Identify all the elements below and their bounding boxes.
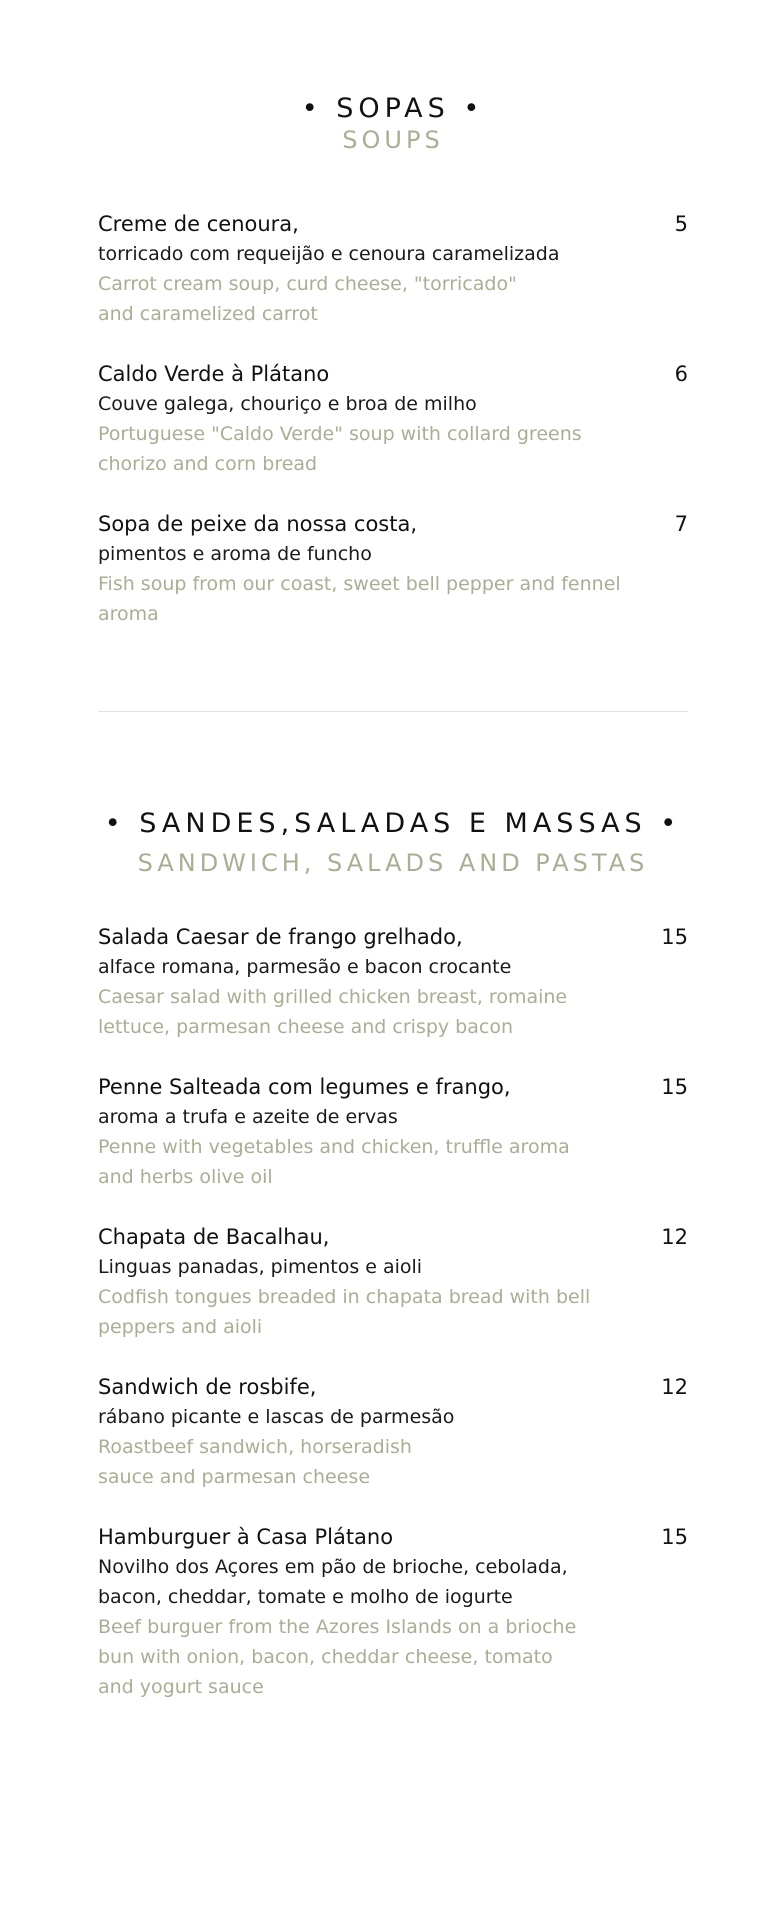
soups-header [98, 93, 688, 155]
item-description-pt: alface romana, parmesão e bacon crocante [98, 956, 512, 978]
item-description-pt: aroma a trufa e azeite de ervas [98, 1106, 398, 1128]
item-description-pt: rábano picante e lascas de parmesão [98, 1406, 455, 1428]
menu-item [98, 1522, 688, 1702]
sandwiches-subtitle: SANDWICH, SALADS AND PASTAS [137, 849, 649, 877]
section-divider [98, 711, 688, 712]
item-price: 6 [674, 362, 688, 386]
item-description-en: Codfish tongues breaded in chapata bread with bell peppers and aioli [98, 1286, 591, 1338]
item-description-pt: Couve galega, chouriço e broa de milho [98, 393, 477, 415]
sandwiches-header [98, 808, 688, 878]
item-name: Creme de cenoura, [98, 212, 299, 236]
item-name: Caldo Verde à Plátano [98, 362, 330, 386]
item-description-pt: Linguas panadas, pimentos e aioli [98, 1256, 423, 1278]
item-price: 12 [661, 1375, 688, 1399]
item-description-pt: Novilho dos Açores em pão de brioche, cebolada, bacon, cheddar, tomate e molho de iogurte [98, 1556, 568, 1608]
menu-item [98, 1222, 688, 1342]
item-description-en: Beef burguer from the Azores Islands on a brioche bun with onion, bacon, cheddar cheese, tomato and yogurt sauce [98, 1616, 577, 1698]
item-description-en: Caesar salad with grilled chicken breast, romaine lettuce, parmesan cheese and crispy bacon [98, 986, 568, 1038]
item-description-en: Fish soup from our coast, sweet bell pepper and fennel aroma [98, 573, 621, 625]
item-price: 12 [661, 1225, 688, 1249]
item-name: Salada Caesar de frango grelhado, [98, 925, 463, 949]
item-name: Chapata de Bacalhau, [98, 1225, 330, 1249]
item-price: 5 [674, 212, 688, 236]
menu-item [98, 1372, 688, 1492]
soups-title: • SOPAS • [301, 93, 485, 124]
soups-subtitle: SOUPS [342, 126, 444, 154]
menu-item [98, 1072, 688, 1192]
item-price: 15 [661, 925, 688, 949]
item-description-pt: torricado com requeijão e cenoura caramelizada [98, 243, 560, 265]
item-price: 7 [674, 512, 688, 536]
item-description-en: Roastbeef sandwich, horseradish sauce and parmesan cheese [98, 1436, 412, 1488]
item-name: Penne Salteada com legumes e frango, [98, 1075, 511, 1099]
item-name: Sandwich de rosbife, [98, 1375, 317, 1399]
item-description-en: Penne with vegetables and chicken, truffle aroma and herbs olive oil [98, 1136, 570, 1188]
menu-item [98, 509, 688, 629]
menu-item [98, 209, 688, 329]
item-description-en: Portuguese "Caldo Verde" soup with collard greens chorizo and corn bread [98, 423, 582, 475]
menu-item [98, 922, 688, 1042]
item-name: Hamburguer à Casa Plátano [98, 1525, 394, 1549]
item-price: 15 [661, 1525, 688, 1549]
sandwiches-title: • SANDES,SALADAS E MASSAS • [104, 808, 682, 839]
item-description-en: Carrot cream soup, curd cheese, "torricado" and caramelized carrot [98, 273, 517, 325]
menu-item [98, 359, 688, 479]
item-description-pt: pimentos e aroma de funcho [98, 543, 372, 565]
item-price: 15 [661, 1075, 688, 1099]
item-name: Sopa de peixe da nossa costa, [98, 512, 418, 536]
